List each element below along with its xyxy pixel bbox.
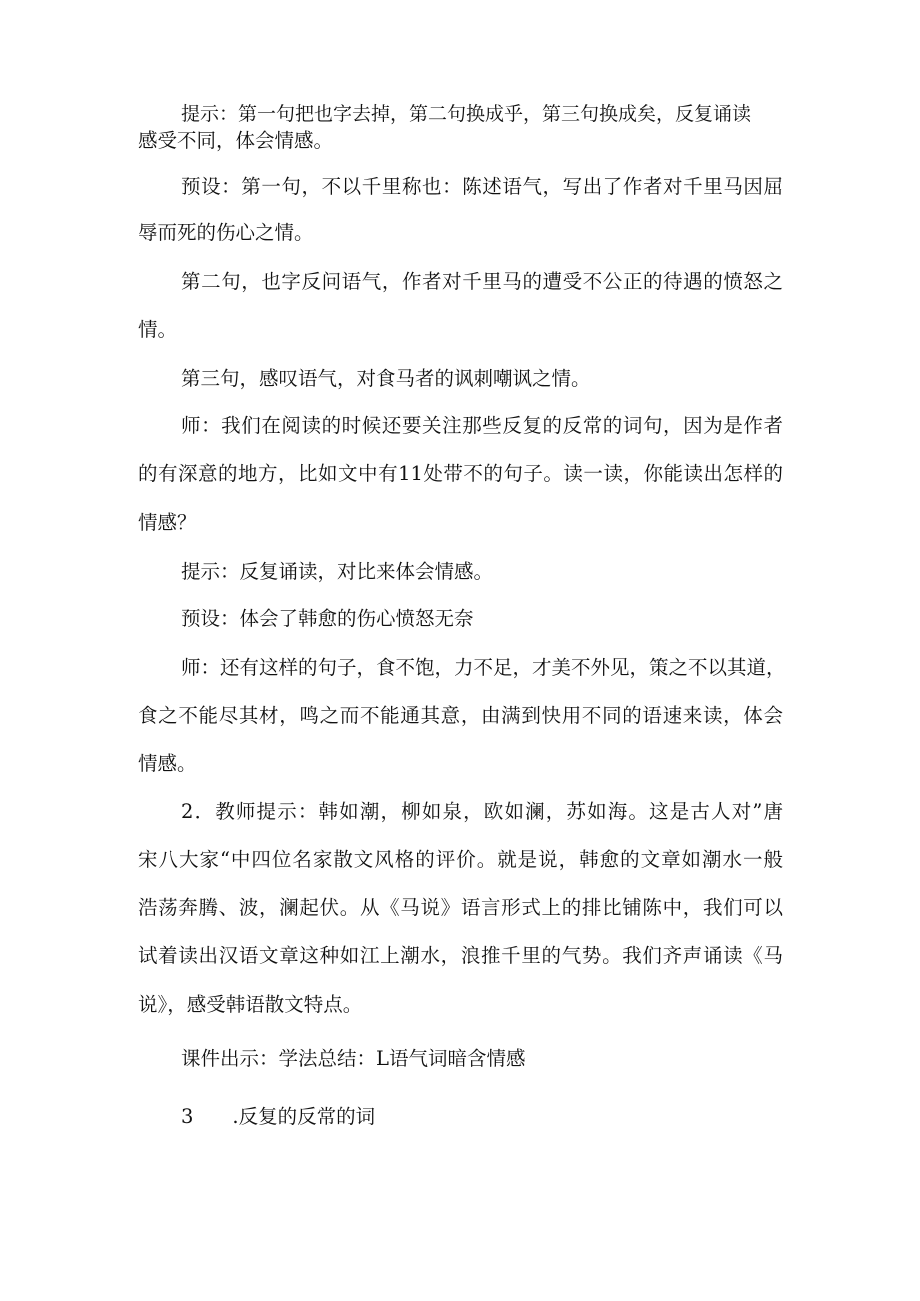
text-line: 提示：反复诵读，对比来体会情感。 bbox=[181, 560, 494, 583]
text-line: 课件出示：学法总结：L语气词暗含情感 bbox=[181, 1047, 526, 1070]
text-line: 的有深意的地方，比如文中有11处带不的句子。读一读，你能读出怎样的 bbox=[138, 462, 783, 485]
text-line: 3 .反复的反常的词 bbox=[181, 1105, 376, 1128]
text-line: 情感？ bbox=[138, 511, 197, 534]
text-line: 师：我们在阅读的时候还要关注那些反复的反常的词句，因为是作者 bbox=[181, 414, 783, 437]
text-line: 感受不同，体会情感。 bbox=[138, 129, 334, 152]
text-line: 情。 bbox=[138, 318, 178, 341]
text-line: 情感。 bbox=[138, 752, 197, 775]
text-line: 第三句，感叹语气，对食马者的讽刺嘲讽之情。 bbox=[181, 367, 591, 390]
text-line: 浩荡奔腾、波，澜起伏。从《马说》语言形式上的排比铺陈中，我们可以 bbox=[138, 896, 783, 919]
text-line: 第二句，也字反问语气，作者对千里马的遭受不公正的待遇的愤怒之 bbox=[181, 270, 783, 293]
text-line: 预设：体会了韩愈的伤心愤怒无奈 bbox=[181, 607, 474, 630]
text-line: 提示：第一句把也字去掉，第二句换成乎，第三句换成矣，反复诵读 bbox=[181, 103, 752, 125]
text-line: 说》，感受韩语散文特点。 bbox=[138, 993, 363, 1016]
text-line: 辱而死的伤心之情。 bbox=[138, 221, 314, 244]
text-line: 师：还有这样的句子，食不饱，力不足，才美不外见，策之不以其道， bbox=[181, 656, 786, 679]
text-line: 宋八大家“中四位名家散文风格的评价。就是说，韩愈的文章如潮水一般 bbox=[138, 848, 783, 871]
text-line: 试着读出汉语文章这种如江上潮水，浪推千里的气势。我们齐声诵读《马 bbox=[138, 944, 783, 967]
text-line: 2．教师提示：韩如潮，柳如泉，欧如澜，苏如海。这是古人对”唐 bbox=[181, 800, 783, 823]
text-line: 食之不能尽其材，鸣之而不能通其意，由满到快用不同的语速来读，体会 bbox=[138, 704, 783, 727]
text-line: 预设：第一句，不以千里称也：陈述语气，写出了作者对千里马因屈 bbox=[181, 175, 783, 198]
